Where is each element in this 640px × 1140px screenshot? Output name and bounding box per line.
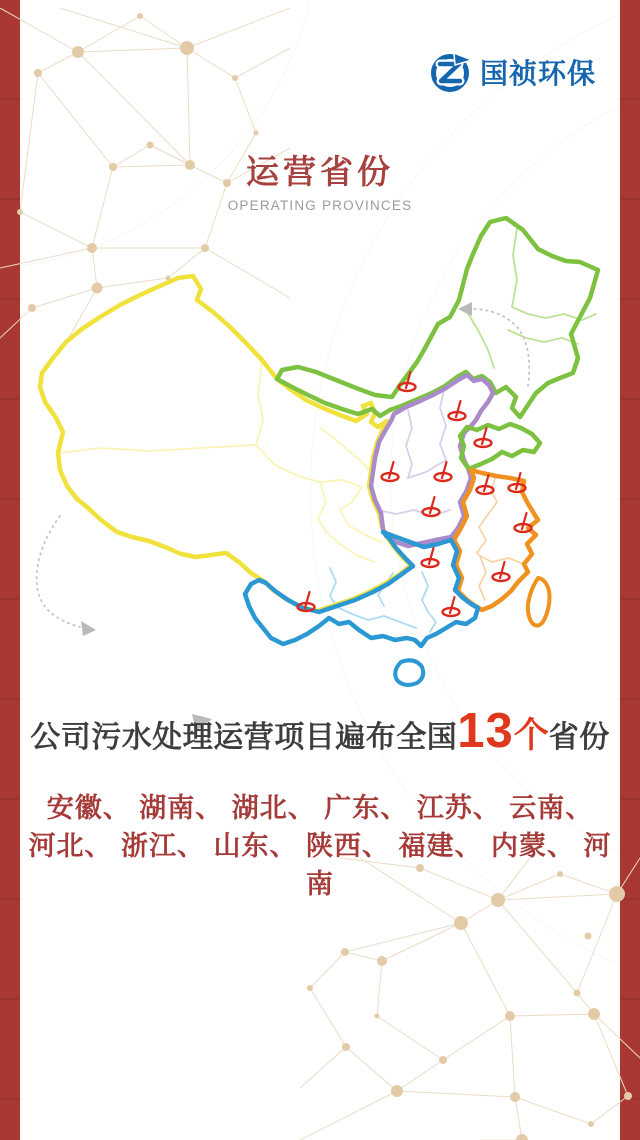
hainan-island-outline	[395, 660, 423, 685]
page-title: 运营省份	[246, 153, 394, 190]
headline-unit: 个	[513, 716, 549, 755]
province-list-line2: 河北、 浙江、 山东、 陕西、 福建、 内蒙、 河南	[28, 831, 612, 899]
headline	[20, 704, 620, 758]
central-region-outline	[371, 375, 493, 546]
headline-prefix: 公司污水处理运营项目遍布全国	[30, 721, 458, 754]
arrowhead-icon	[81, 621, 96, 636]
west-interior-borders	[58, 360, 382, 562]
arrowhead-icon	[458, 302, 472, 316]
logo-circle-icon	[428, 50, 472, 94]
west-region-outline	[40, 276, 411, 611]
company-logo	[428, 50, 596, 94]
province-list-line1: 安徽、 湖南、 湖北、 广东、 江苏、 云南、	[46, 793, 594, 823]
province-flag-icon	[422, 546, 444, 567]
china-operations-map	[30, 210, 610, 690]
province-flag-icon	[449, 399, 471, 420]
taiwan-island-outline	[528, 578, 550, 626]
province-flag-icon	[382, 460, 404, 481]
shandong-region-outline	[460, 424, 540, 468]
title-block	[20, 146, 620, 213]
logo-text: 国祯环保	[480, 58, 597, 89]
province-list	[20, 789, 620, 903]
province-flag-icon	[493, 560, 515, 581]
south-region-outline	[245, 532, 478, 646]
headline-count: 13	[457, 704, 514, 758]
dotted-arc-west	[37, 516, 80, 627]
province-flag-icon	[435, 460, 457, 481]
headline-suffix: 省份	[548, 721, 610, 754]
page-subtitle: OPERATING PROVINCES	[227, 198, 413, 213]
